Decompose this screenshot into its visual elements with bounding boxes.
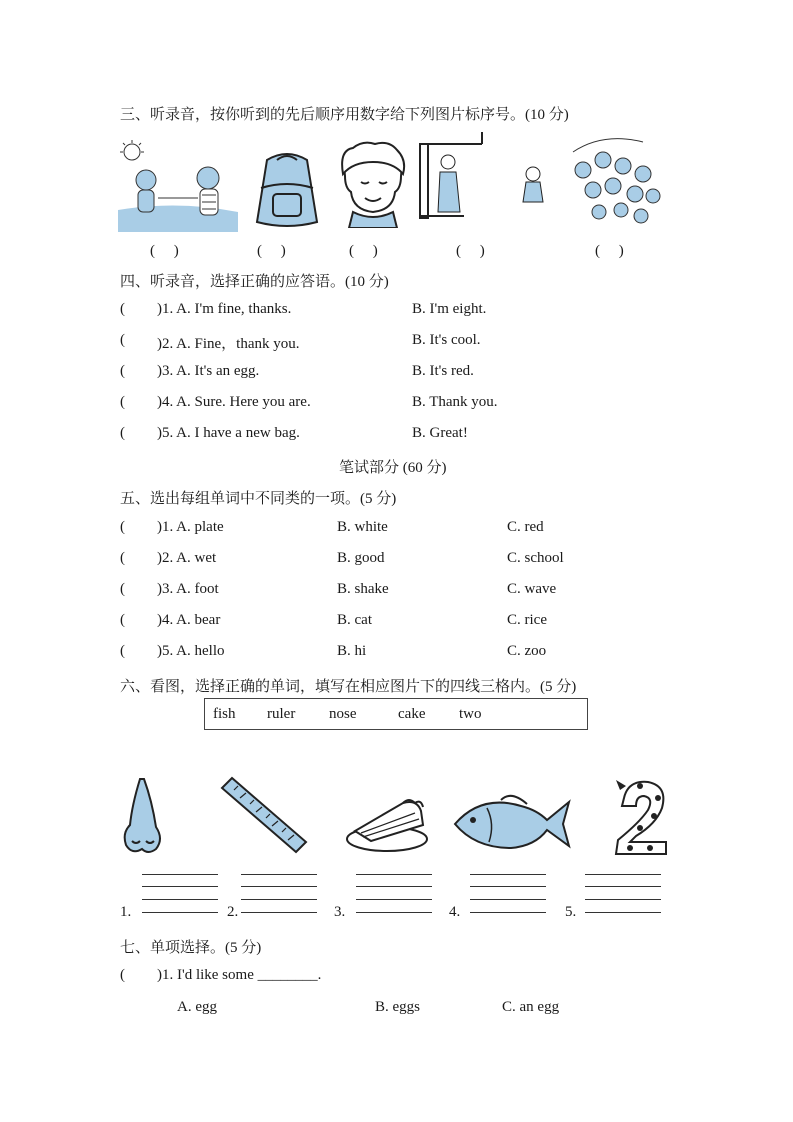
list-item: ( )4. A. bear B. cat C. rice xyxy=(120,612,547,628)
girl-and-monkeys-picture xyxy=(513,132,663,228)
option-c: C. an egg xyxy=(502,999,560,1015)
cake-picture xyxy=(343,795,439,855)
section-5-title: 五、选出每组单词中不同类的一项。(5 分) xyxy=(120,491,397,507)
list-item: ( )4. A. Sure. Here you are. B. Thank you. xyxy=(120,394,498,410)
option-a: A. egg xyxy=(177,999,217,1015)
item-number: 5. xyxy=(565,904,577,920)
writing-lines xyxy=(470,874,546,922)
fish-picture xyxy=(451,790,573,856)
word-bank-item: nose xyxy=(329,706,357,722)
blank-2: ( ) xyxy=(257,243,286,259)
word-bank-item: fish xyxy=(213,706,236,722)
blank-5: ( ) xyxy=(595,243,624,259)
boy-face-picture xyxy=(333,140,413,228)
number-two-cow-picture xyxy=(610,776,672,858)
item-number: 3. xyxy=(334,904,346,920)
girl-at-door-picture xyxy=(418,132,488,222)
section-7-title: 七、单项选择。(5 分) xyxy=(120,940,262,956)
writing-lines xyxy=(241,874,317,922)
item-number: 4. xyxy=(449,904,461,920)
item-number: 1. xyxy=(120,904,132,920)
list-item: ( )3. A. foot B. shake C. wave xyxy=(120,581,557,597)
word-bank-item: cake xyxy=(398,706,426,722)
writing-lines xyxy=(585,874,661,922)
list-item: ( )3. A. It's an egg. B. It's red. xyxy=(120,363,474,379)
word-bank-item: ruler xyxy=(267,706,296,722)
writing-lines xyxy=(356,874,432,922)
nose-picture xyxy=(118,775,168,859)
writing-lines xyxy=(142,874,218,922)
blank-3: ( ) xyxy=(349,243,378,259)
monkey-and-tiger-picture xyxy=(118,140,238,232)
word-bank-item: two xyxy=(459,706,482,722)
ruler-picture xyxy=(218,776,310,856)
written-part-heading: 笔试部分 (60 分) xyxy=(339,460,447,476)
list-item: ( )5. A. hello B. hi C. zoo xyxy=(120,643,547,659)
schoolbag-picture xyxy=(247,150,327,230)
list-item: ( )2. A. Fine，thank you. B. It's cool. xyxy=(120,332,481,352)
blank-1: ( ) xyxy=(150,243,179,259)
option-b: B. eggs xyxy=(375,999,420,1015)
section-4-title: 四、听录音，选择正确的应答语。(10 分) xyxy=(120,274,389,290)
list-item: ( )1. A. plate B. white C. red xyxy=(120,519,544,535)
section-6-title: 六、看图，选择正确的单词，填写在相应图片下的四线三格内。(5 分) xyxy=(120,679,577,695)
section-3-title: 三、听录音，按你听到的先后顺序用数字给下列图片标序号。(10 分) xyxy=(120,107,569,123)
item-number: 2. xyxy=(227,904,239,920)
list-item: ( )1. A. I'm fine, thanks. B. I'm eight. xyxy=(120,301,487,317)
blank-4: ( ) xyxy=(456,243,485,259)
list-item: ( )2. A. wet B. good C. school xyxy=(120,550,564,566)
list-item: ( )5. A. I have a new bag. B. Great! xyxy=(120,425,468,441)
word-bank xyxy=(204,698,588,730)
question-stem: ( )1. I'd like some ________. xyxy=(120,967,322,983)
